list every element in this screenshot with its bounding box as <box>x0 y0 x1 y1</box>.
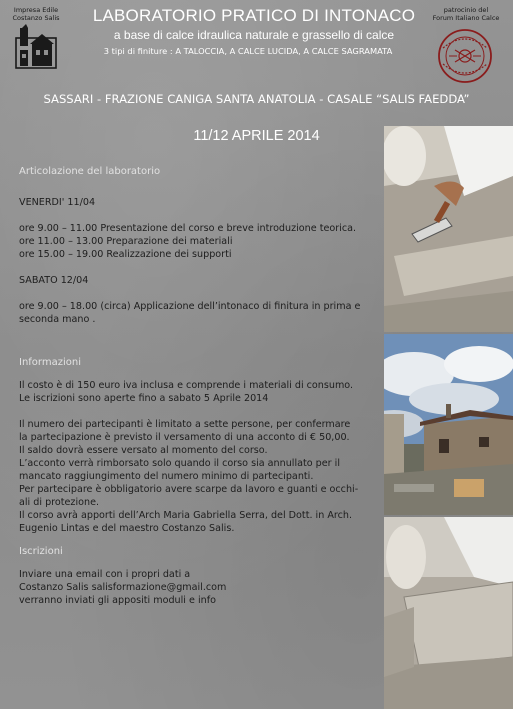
stone-farmhouse-photo <box>384 334 513 515</box>
day2-label: SABATO 12/04 <box>19 275 89 286</box>
schedule-item: ore 9.00 – 11.00 Presentazione del corso e breve introduzione teorica. <box>19 223 357 234</box>
page-title: LABORATORIO PRATICO DI INTONACO <box>92 6 416 25</box>
info-cost: Il costo è di 150 euro iva inclusa e comprende i materiali di consumo. Le iscrizioni sono aperte fino a sabato 5 Aprile 2014 <box>19 380 354 404</box>
day1-label: VENERDI' 11/04 <box>19 197 96 208</box>
info-details: Il numero dei partecipanti è limitato a sette persone, per confermare la partecipazione è previsto il versamento di una acconto di € 50,00. Il saldo dovrà essere versato al momento del corso. L’acconto verrà rimborsato solo quando il corso sia annullato per il mancato raggiungimento del numero minimo di partecipanti. Per partecipare è obbligatorio avere scarpe da lavoro e guanti e occhi- ali di protezione. Il corso avrà apporti dell’Arch Maria Gabriella Serra, del Dott. in Arch. Eugenio Lintas e del maestro Costanzo Salis. <box>19 419 359 534</box>
building-logo-icon <box>14 24 58 70</box>
schedule-heading: Articolazione del laboratorio <box>19 166 161 177</box>
finishes-line: 3 tipi di finiture : A TALOCCIA, A CALCE LUCIDA, A CALCE SAGRAMATA <box>103 46 393 56</box>
location-line: SASSARI - FRAZIONE CANIGA SANTA ANATOLIA - CASALE “SALIS FAEDDA” <box>43 92 470 106</box>
plaster-slab-photo <box>384 517 513 709</box>
signup-text: Inviare una email con i propri dati a Costanzo Salis salisformazione@gmail.com verranno inviati gli appositi moduli e info <box>19 569 227 606</box>
trowel-plastering-photo <box>384 126 513 332</box>
schedule-item: ore 9.00 – 18.00 (circa) Applicazione dell’intonaco di finitura in prima e seconda mano . <box>19 301 361 325</box>
event-date: 11/12 APRILE 2014 <box>193 128 320 144</box>
info-heading: Informazioni <box>19 357 81 368</box>
forum-calce-seal-icon <box>437 28 493 84</box>
signup-heading: Iscrizioni <box>19 546 63 557</box>
page-subtitle: a base di calce idraulica naturale e grassello di calce <box>113 28 395 42</box>
patron-label: patrocinio del Forum Italiano Calce <box>432 6 500 22</box>
schedule-item: ore 15.00 – 19.00 Realizzazione dei supporti <box>19 249 232 260</box>
company-label: Impresa Edile Costanzo Salis <box>12 6 60 22</box>
schedule-item: ore 11.00 – 13.00 Preparazione dei materiali <box>19 236 233 247</box>
content-body <box>19 165 373 607</box>
